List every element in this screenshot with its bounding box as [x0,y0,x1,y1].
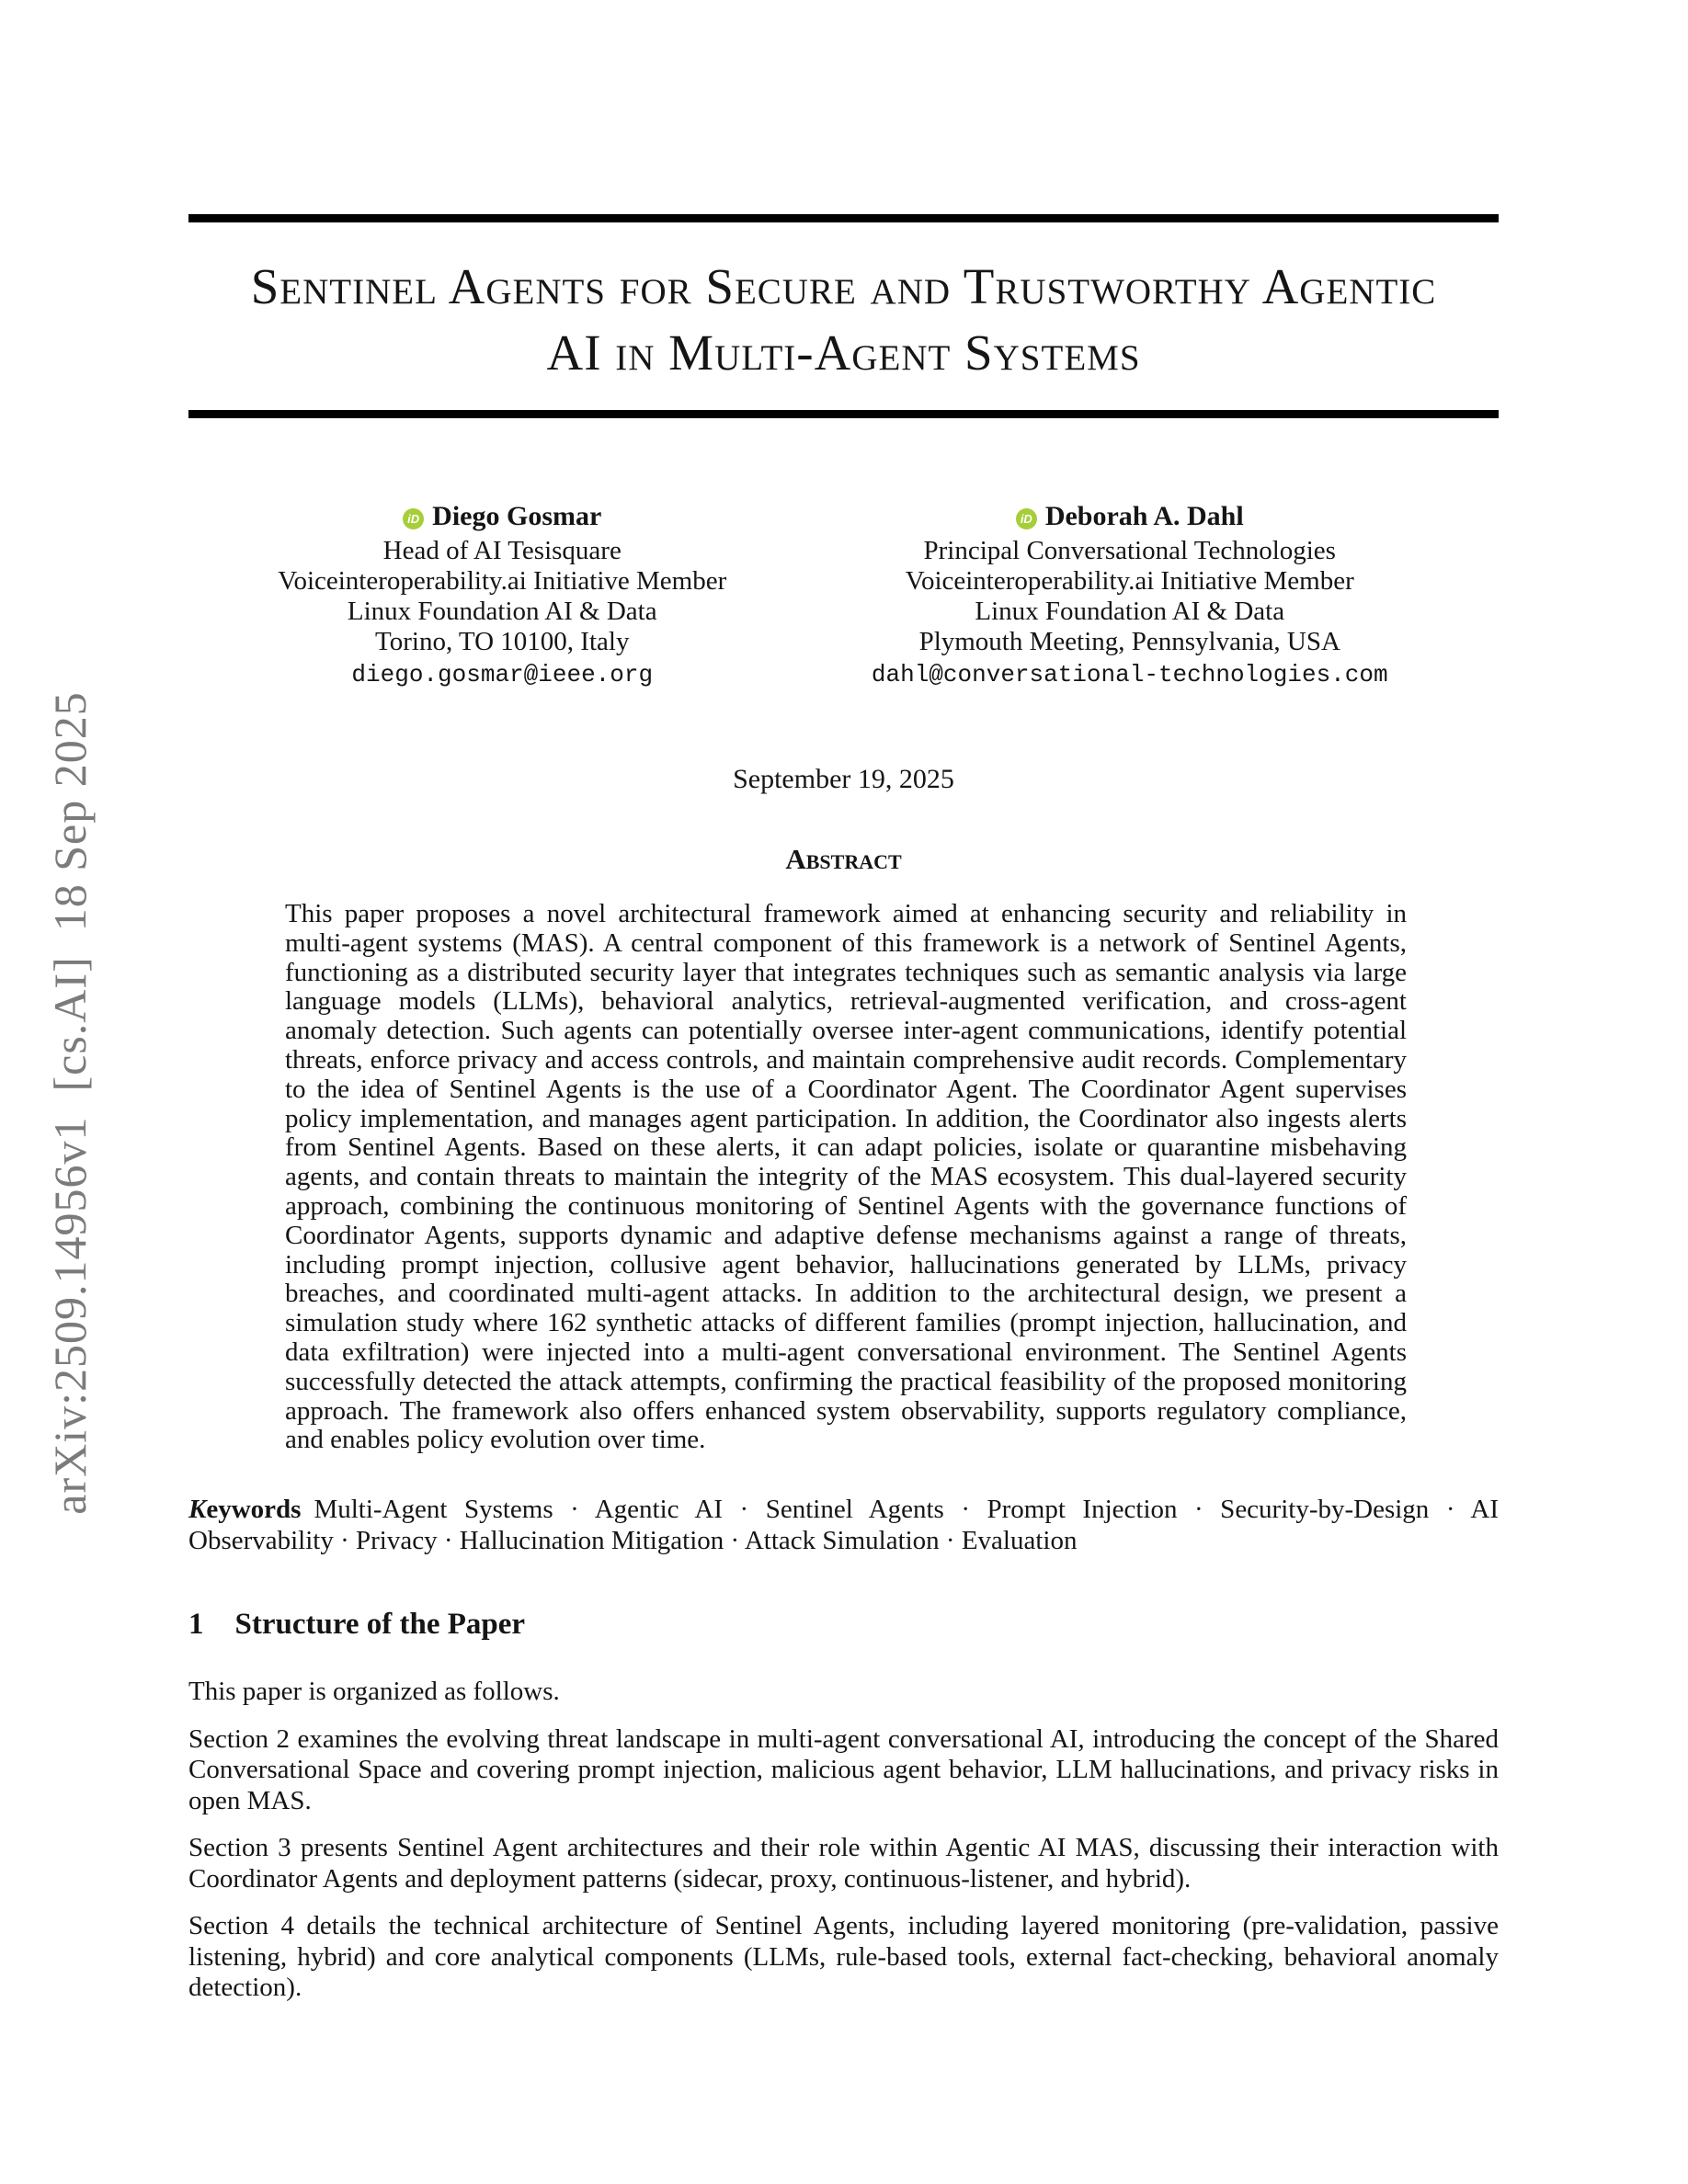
author-name: Diego Gosmar [432,501,602,531]
affiliation-line: Principal Conversational Technologies [923,536,1336,565]
author-2-name-row [816,501,1444,531]
title-rule-top [188,214,1499,222]
paper-title-line1: Sentinel Agents for Secure and Trustworthy Agentic [250,258,1437,314]
author-block [188,501,1499,690]
affiliation-line: Torino, TO 10100, Italy [375,627,630,656]
affiliation-line: Voiceinteroperability.ai Initiative Member [278,566,727,596]
affiliation-line: Head of AI Tesisquare [382,536,622,565]
paper-title [188,254,1499,386]
author-name: Deborah A. Dahl [1044,501,1244,531]
paper-content [188,0,1499,2004]
paragraph: Section 3 presents Sentinel Agent architectures and their role within Agentic AI MAS, discussing their interaction with Coordinator Agents and deployment patterns (sidecar, proxy, continuous-listener, and hybrid). [188,1833,1499,1894]
author-2 [816,501,1444,690]
affiliation-line: Linux Foundation AI & Data [975,597,1285,626]
paragraph: Section 2 examines the evolving threat landscape in multi-agent conversational AI, introducing the concept of the Shared Conversational Space and covering prompt injection, malicious agent behavior, LLM hallucinations, and privacy risks in open MAS. [188,1723,1499,1815]
abstract-heading: Abstract [785,843,902,875]
orcid-icon[interactable]: iD [1016,508,1037,529]
title-rule-bottom [188,410,1499,418]
keywords-label: Keywords [188,1495,302,1525]
affiliation-line: Plymouth Meeting, Pennsylvania, USA [918,627,1340,656]
section-number: 1 [188,1608,204,1642]
keywords-list: Multi-Agent Systems · Agentic AI · Sentinel Agents · Prompt Injection · Security-by-Design · AI Observability · Privacy · Hallucination Mitigation · Attack Simulation · Evaluation [188,1495,1499,1556]
orcid-icon[interactable]: iD [403,508,424,529]
author-1-name-row [188,501,816,531]
author-1 [188,501,816,690]
arxiv-watermark: arXiv:2509.14956v1 [cs.AI] 18 Sep 2025 [44,691,96,1515]
author-email: dahl@conversational-technologies.com [871,661,1388,688]
paper-title-line2: AI in Multi-Agent Systems [546,324,1141,381]
abstract-text: This paper proposes a novel architectural framework aimed at enhancing security and reliability in multi-agent systems (MAS). A central component of this framework is a network of Sentinel Agents, functioning as a distributed security layer that integrates techniques such as semantic analysis via large language models (LLMs), behavioral analytics, retrieval-augmented verification, and cross-agent anomaly detection. Such agents can potentially oversee inter-agent communications, identify potential threats, enforce privacy and access controls, and maintain comprehensive audit records. Complementary to the idea of Sentinel Agents is the use of a Coordinator Agent. The Coordinator Agent supervises policy implementation, and manages agent participation. In addition, the Coordinator also ingests alerts from Sentinel Agents. Based on these alerts, it can adapt policies, isolate or quarantine misbehaving agents, and contain threats to maintain the integrity of the MAS ecosystem. This dual-layered security approach, combining the continuous monitoring of Sentinel Agents with the governance functions of Coordinator Agents, supports dynamic and adaptive defense mechanisms against a range of threats, including prompt injection, collusive agent behavior, hallucinations generated by LLMs, privacy breaches, and coordinated multi-agent attacks. In addition to the architectural design, we present a simulation study where 162 synthetic attacks of different families (prompt injection, hallucination, and data exfiltration) were injected into a multi-agent conversational environment. The Sentinel Agents successfully detected the attack attempts, confirming the practical feasibility of the proposed monitoring approach. The framework also offers enhanced system observability, supports regulatory compliance, and enables policy evolution over time. [285,899,1407,1455]
paper-date: September 19, 2025 [733,764,954,794]
paragraph: This paper is organized as follows. [188,1677,560,1707]
section-1-heading [188,1608,1499,1642]
paragraph: Section 4 details the technical architecture of Sentinel Agents, including layered monitoring (pre-validation, passive listening, hybrid) and core analytical components (LLMs, rule-based tools, external fact-checking, behavioral anomaly detection). [188,1911,1499,2003]
section-title: Structure of the Paper [234,1608,526,1642]
author-email: diego.gosmar@ieee.org [351,661,654,688]
affiliation-line: Linux Foundation AI & Data [347,597,657,626]
affiliation-line: Voiceinteroperability.ai Initiative Member [905,566,1354,596]
keywords [188,1494,1499,1556]
